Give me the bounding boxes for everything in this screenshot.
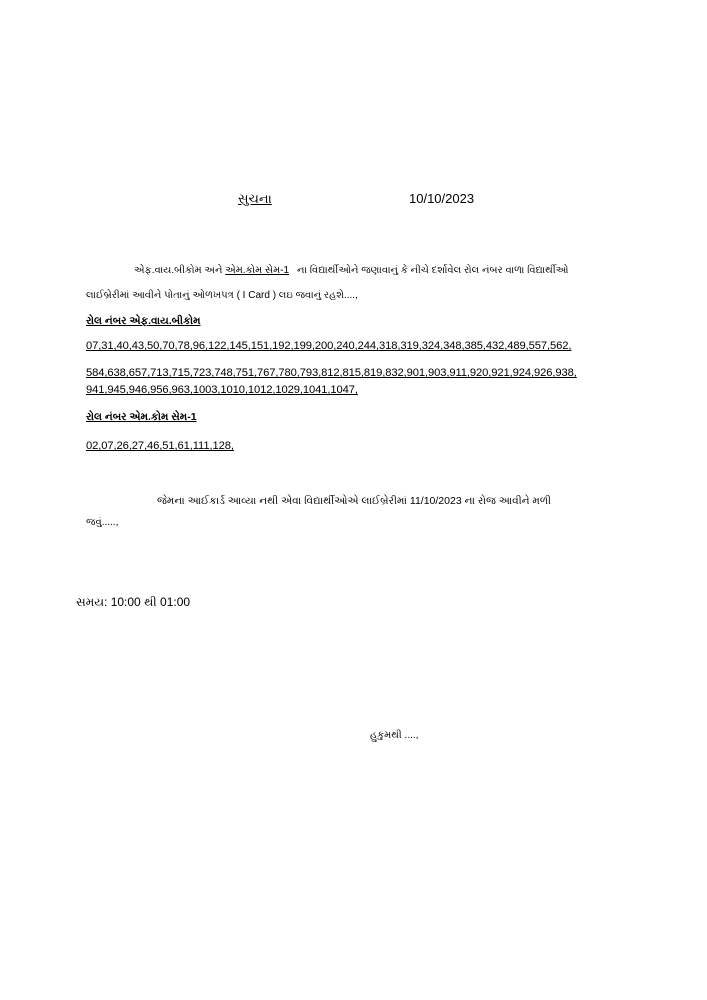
notice-title: સુચના (238, 191, 272, 206)
note-line-1: જેમના આઈકાર્ડ આવ્યા નથી એવા વિદ્યાર્થીઓએ લાઈબ્રેરીમાં 11/10/2023 ના રોજ આવીને મળી (157, 495, 552, 507)
intro-line-1 (134, 265, 568, 276)
intro-suffix: ના વિદ્યાર્થીઓને જણાવાનું કે નીચે દર્શાવેલ રોલ નંબર વાળા વિદ્યાર્થીઓ (297, 265, 569, 276)
signature: હુકુમથી ...., (370, 730, 419, 741)
notice-date: 10/10/2023 (409, 191, 475, 206)
intro-prefix: એફ.વાય.બીકોમ અને (134, 265, 226, 276)
note-line-2: જવું....., (86, 517, 119, 528)
time-line (76, 595, 190, 610)
fy-rolls-line-3: 941,945,946,956,963,1003,1010,1012,1029,1041,1047, (86, 384, 358, 396)
mcom-rolls: 02,07,26,27,46,51,61,111,128, (86, 440, 234, 452)
fy-rolls-line-2: 584,638,657,713,715,723,748,751,767,780,793,812,815,819,832,901,903,911,920,921,924,926,938, (86, 367, 577, 379)
time-label: સમય: (76, 595, 108, 609)
time-value: 10:00 થી 01:00 (110, 595, 191, 609)
fy-rolls-line-1: 07,31,40,43,50,70,78,96,122,145,151,192,199,200,240,244,318,319,324,348,385,432,489,557,562, (86, 340, 572, 352)
mcom-roll-heading: રોલ નંબર એમ.કોમ સેમ-1 (86, 411, 197, 423)
fy-roll-heading: રોલ નંબર એફ.વાય.બીકોમ (86, 315, 201, 327)
intro-line-2: લાઈબ્રેરીમાં આવીને પોતાનું ઓળખપત્ર ( I Card ) લઇ જવાનું રહશે...., (86, 290, 358, 301)
intro-course: એમ.કોમ સેમ-1 (225, 265, 290, 276)
